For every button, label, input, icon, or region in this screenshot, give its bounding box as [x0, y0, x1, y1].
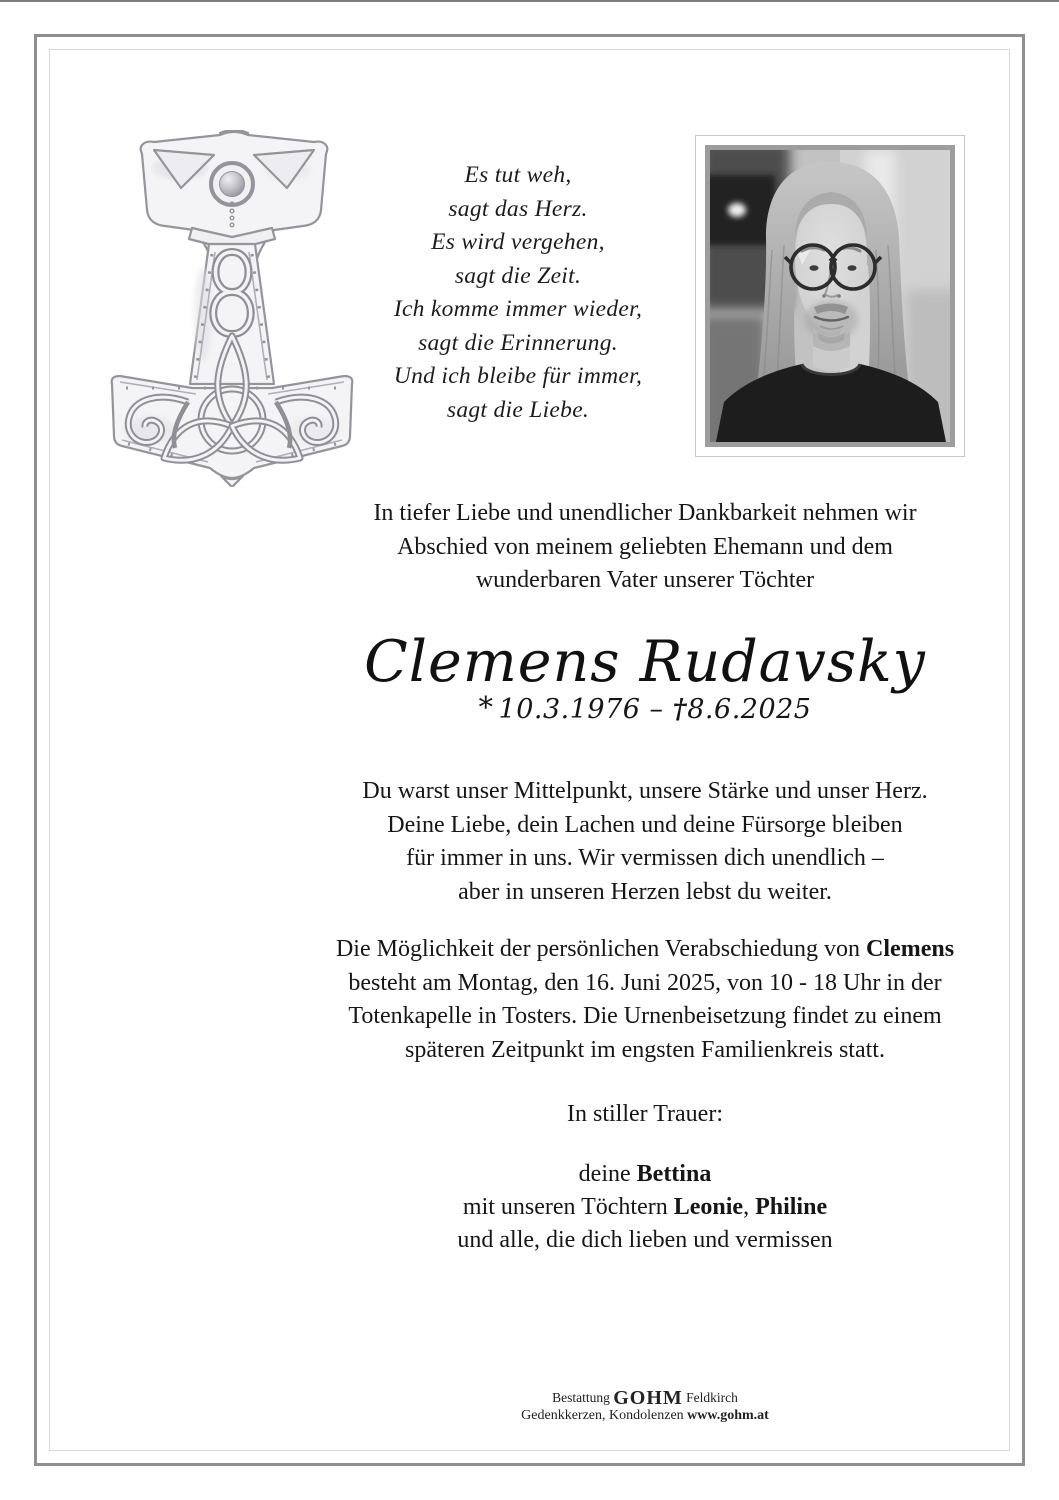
page-top-edge	[0, 0, 1059, 2]
deceased-name: Clemens Rudavsky	[364, 629, 926, 695]
mourner-separator: ,	[743, 1194, 756, 1220]
poem-line: Und ich bleibe für immer,	[393, 363, 643, 389]
farewell-line: Totenkapelle in Tosters. Die Urnenbeisetzung findet zu einem	[348, 1003, 942, 1029]
farewell-line: späteren Zeitpunkt im engsten Familienkreis statt.	[405, 1036, 885, 1063]
mourner-line: und alle, die dich lieben und vermissen	[457, 1227, 833, 1253]
tribute-text	[225, 775, 1059, 909]
funeral-home-line	[225, 1387, 1059, 1409]
mourner-name: Bettina	[636, 1161, 712, 1187]
poem-line: Es tut weh,	[464, 162, 572, 188]
funeral-home-label: Bestattung	[552, 1390, 614, 1405]
birth-date: 10.3.1976	[498, 694, 641, 725]
funeral-home-services-line	[225, 1408, 1059, 1423]
poem-line: sagt die Zeit.	[454, 262, 582, 289]
farewell-line: besteht am Montag, den 16. Juni 2025, von 10 - 18 Uhr in der	[348, 969, 942, 996]
intro-text	[225, 497, 1059, 598]
mourner-prefix: mit unseren Töchtern	[462, 1194, 674, 1220]
intro-line: wunderbaren Vater unserer Töchter	[475, 567, 815, 593]
poem-line: sagt das Herz.	[448, 195, 588, 222]
memorial-poem	[358, 159, 678, 427]
mourner-line	[225, 1191, 1059, 1224]
services-label: Gedenkkerzen, Kondolenzen	[521, 1408, 688, 1423]
mourning-heading: In stiller Trauer:	[567, 1101, 723, 1127]
mourner-line	[225, 1158, 1059, 1191]
tribute-line: aber in unseren Herzen lebst du weiter.	[458, 878, 832, 905]
mourner-name: Philine	[755, 1194, 828, 1220]
portrait-photo-frame	[695, 135, 965, 457]
funeral-home-website: www.gohm.at	[687, 1408, 769, 1423]
intro-line: Abschied von meinem geliebten Ehemann und dem	[397, 533, 893, 560]
portrait-photo-mat	[705, 145, 955, 447]
poem-line: sagt die Liebe.	[446, 396, 590, 423]
death-date: 8.6.2025	[687, 694, 812, 725]
mourner-prefix: deine	[578, 1161, 637, 1187]
tribute-line: für immer in uns. Wir vermissen dich unendlich –	[406, 845, 884, 871]
farewell-line-text: Die Möglichkeit der persönlichen Verabschiedung von	[335, 936, 867, 962]
thors-hammer-illustration	[108, 130, 360, 487]
mourners	[225, 1158, 1059, 1257]
farewell-info	[225, 933, 1059, 1067]
birth-symbol: *	[478, 690, 494, 724]
intro-line: In tiefer Liebe und unendlicher Dankbarkeit nehmen wir	[373, 500, 917, 526]
farewell-line	[225, 933, 1059, 967]
farewell-name-bold: Clemens	[866, 936, 955, 962]
tribute-line: Du warst unser Mittelpunkt, unsere Stärke und unser Herz.	[362, 778, 928, 804]
death-symbol: †	[672, 694, 688, 725]
mourner-name: Leonie	[673, 1194, 744, 1220]
deceased-portrait-photo	[710, 150, 950, 442]
poem-line: Es wird vergehen,	[431, 229, 605, 255]
dates-separator: –	[649, 694, 664, 725]
poem-line: sagt die Erinnerung.	[418, 329, 618, 356]
poem-line: Ich komme immer wieder,	[393, 296, 643, 322]
life-dates	[225, 692, 1059, 725]
funeral-home-brand: GOHM	[613, 1387, 683, 1409]
funeral-home-city: Feldkirch	[682, 1390, 738, 1405]
tribute-line: Deine Liebe, dein Lachen und deine Fürsorge bleiben	[387, 811, 903, 838]
funeral-home-footer	[225, 1387, 1059, 1423]
